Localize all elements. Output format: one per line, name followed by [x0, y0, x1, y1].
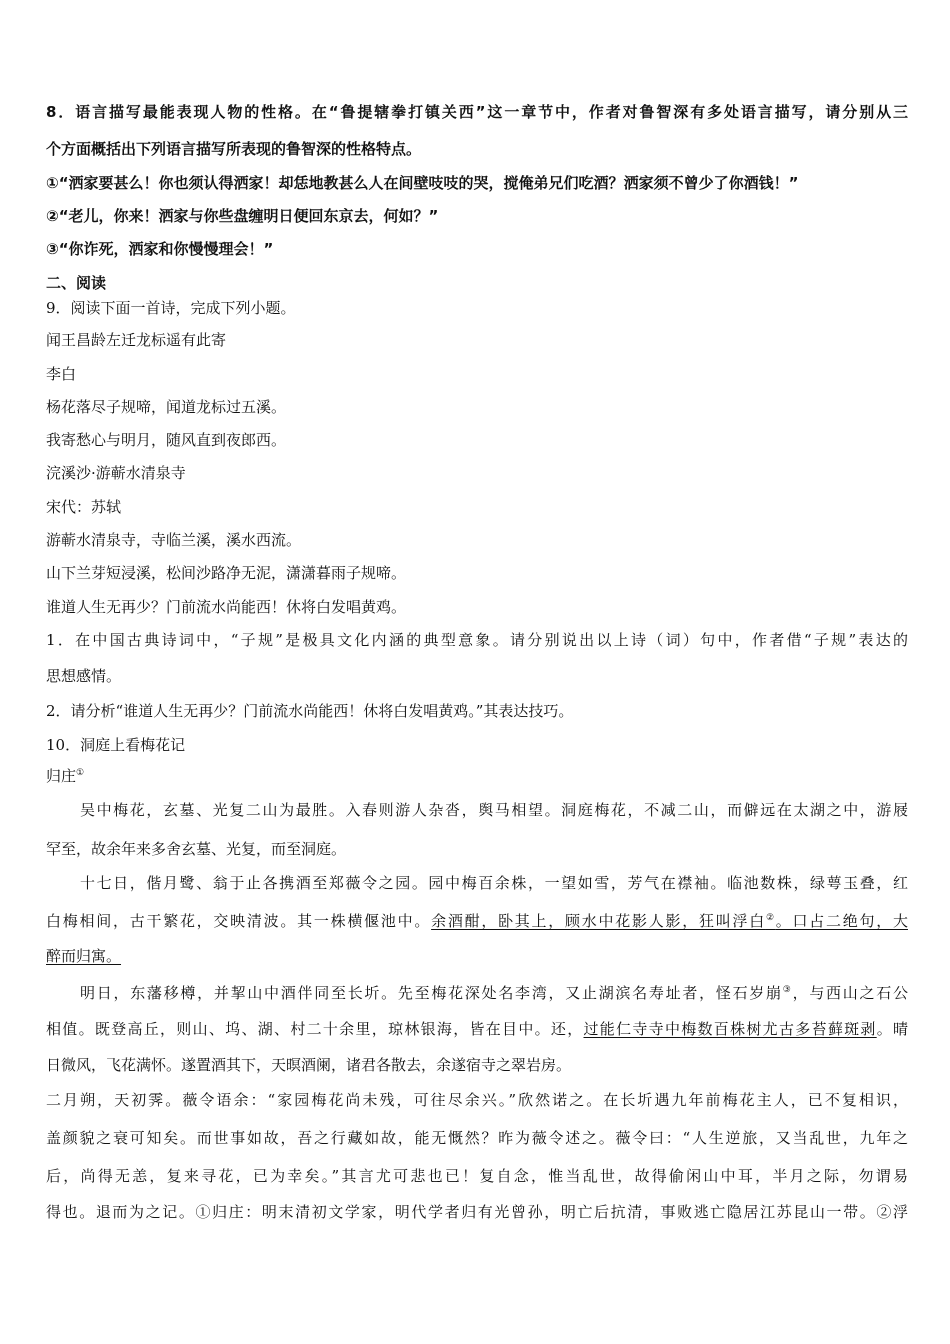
p3-line1 — [80, 982, 908, 1004]
note-marker-3: ③ — [782, 985, 793, 995]
p3-line2-end: 。晴 — [876, 1020, 908, 1038]
q9-intro: 9．阅读下面一首诗，完成下列小题。 — [46, 299, 296, 317]
p2-line2-text: 白梅相间，古干繁花，交映清波。其一株横偃池中。 — [46, 912, 432, 930]
p1-line2: 罕至，故余年来多舍玄墓、光复，而至洞庭。 — [46, 840, 347, 858]
p3-line3: 日微风，飞花满怀。遂置酒其下，天暝酒阑，诸君各散去，余遂宿寺之翠岩房。 — [46, 1056, 572, 1074]
section-heading: 二、阅读 — [46, 274, 107, 292]
p3-line2 — [46, 1018, 908, 1040]
p4-line1: 二月朔，天初霁。薇令语余：“家园梅花尚未残，可往尽余兴。”欣然诺之。在长圻遇九年前梅花主人，已不复相识， — [46, 1091, 908, 1109]
poem2-line2: 山下兰芽短浸溪，松间沙路净无泥，潇潇暮雨子规啼。 — [46, 564, 407, 582]
p4-line2: 盖颜貌之衰可知矣。而世事如故，吾之行藏如故，能无慨然？昨为薇令述之。薇令曰：“人生逆旅，又当乱世，九年之 — [46, 1129, 908, 1147]
poem1-author: 李白 — [46, 365, 77, 383]
q8-item3: ③“你诈死，洒家和你慢慢理会！” — [46, 240, 274, 258]
p3-line1-tail: ，与西山之石公 — [792, 984, 908, 1002]
poem2-line1: 游蕲水清泉寺，寺临兰溪，溪水西流。 — [46, 531, 302, 549]
q10-author-name: 归庄 — [46, 767, 77, 785]
q9-sub2: 2．请分析“谁道人生无再少？门前流水尚能西！休将白发唱黄鸡。”其表达技巧。 — [46, 702, 574, 720]
p4-line3: 后，尚得无恙，复来寻花，已为幸矣。”其言尤可悲也已！复自念，惟当乱世，故得偷闲山中耳，半月之际，勿谓易 — [46, 1167, 908, 1185]
q8-line1: 8．语言描写最能表现人物的性格。在“鲁提辖拳打镇关西”这一章节中，作者对鲁智深有多处语言描写，请分别从三 — [46, 103, 908, 121]
q8-line2: 个方面概括出下列语言描写所表现的鲁智深的性格特点。 — [46, 140, 422, 158]
p1-line1: 吴中梅花，玄墓、光复二山为最胜。入春则游人杂沓，舆马相望。洞庭梅花，不减二山，而僻远在太湖之中，游屐 — [80, 801, 908, 819]
p3-underlined-sentence: 过能仁寺寺中梅数百株树尤古多苔藓斑剥 — [583, 1020, 877, 1038]
poem2-line3: 谁道人生无再少？门前流水尚能西！休将白发唱黄鸡。 — [46, 598, 407, 616]
poem2-title: 浣溪沙·游蕲水清泉寺 — [46, 464, 186, 482]
p2-line3 — [46, 945, 908, 967]
q8-item2: ②“老儿，你来！洒家与你些盘缠明日便回东京去，何如？” — [46, 207, 439, 225]
q9-sub1-line1: 1．在中国古典诗词中，“子规”是极具文化内涵的典型意象。请分别说出以上诗（词）句中，作者借“子规”表达的 — [46, 631, 908, 649]
p2-underlined-text: 余酒酣，卧其上，顾水中花影人影，狂叫浮白 — [431, 912, 766, 930]
p2-underlined-tail: 。口占二绝句，大 — [775, 912, 908, 930]
poem1-line2: 我寄愁心与明月，随风直到夜郎西。 — [46, 431, 287, 449]
note-marker-1: ① — [76, 768, 85, 778]
note-marker-2: ② — [765, 913, 776, 923]
p2-line2 — [46, 910, 908, 932]
q10-author — [46, 765, 908, 787]
p3-line2-text: 相值。既登高丘，则山、坞、湖、村二十余里，琼林银海，皆在目中。还， — [46, 1020, 584, 1038]
p2-underlined-sentence — [431, 912, 908, 930]
q8-item1: ①“洒家要甚么！你也须认得洒家！却恁地教甚么人在间壁吱吱的哭，搅俺弟兄们吃酒？洒家须不曾少了你酒钱！” — [46, 174, 799, 192]
q10-title: 10．洞庭上看梅花记 — [46, 736, 186, 754]
p3-line1-text: 明日，东藩移樽，并挈山中酒伴同至长圻。先至梅花深处名李湾，又止湖滨名寿址者，怪石岁崩 — [80, 984, 783, 1002]
poem1-title: 闻王昌龄左迁龙标遥有此寄 — [46, 331, 227, 349]
q9-sub1-line2: 思想感情。 — [46, 667, 122, 685]
p4-line4: 得也。退而为之记。①归庄：明末清初文学家，明代学者归有光曾孙，明亡后抗清，事败逃亡隐居江苏昆山一带。②浮 — [46, 1203, 908, 1221]
p2-line1: 十七日，偕月鹭、翁于止各携酒至郑薇令之园。园中梅百余株，一望如雪，芳气在襟袖。临池数株，绿萼玉叠，红 — [80, 874, 908, 892]
p2-line3-underlined: 醉而归寓。 — [46, 947, 122, 965]
poem2-author: 宋代：苏轼 — [46, 498, 122, 516]
poem1-line1: 杨花落尽子规啼，闻道龙标过五溪。 — [46, 398, 287, 416]
